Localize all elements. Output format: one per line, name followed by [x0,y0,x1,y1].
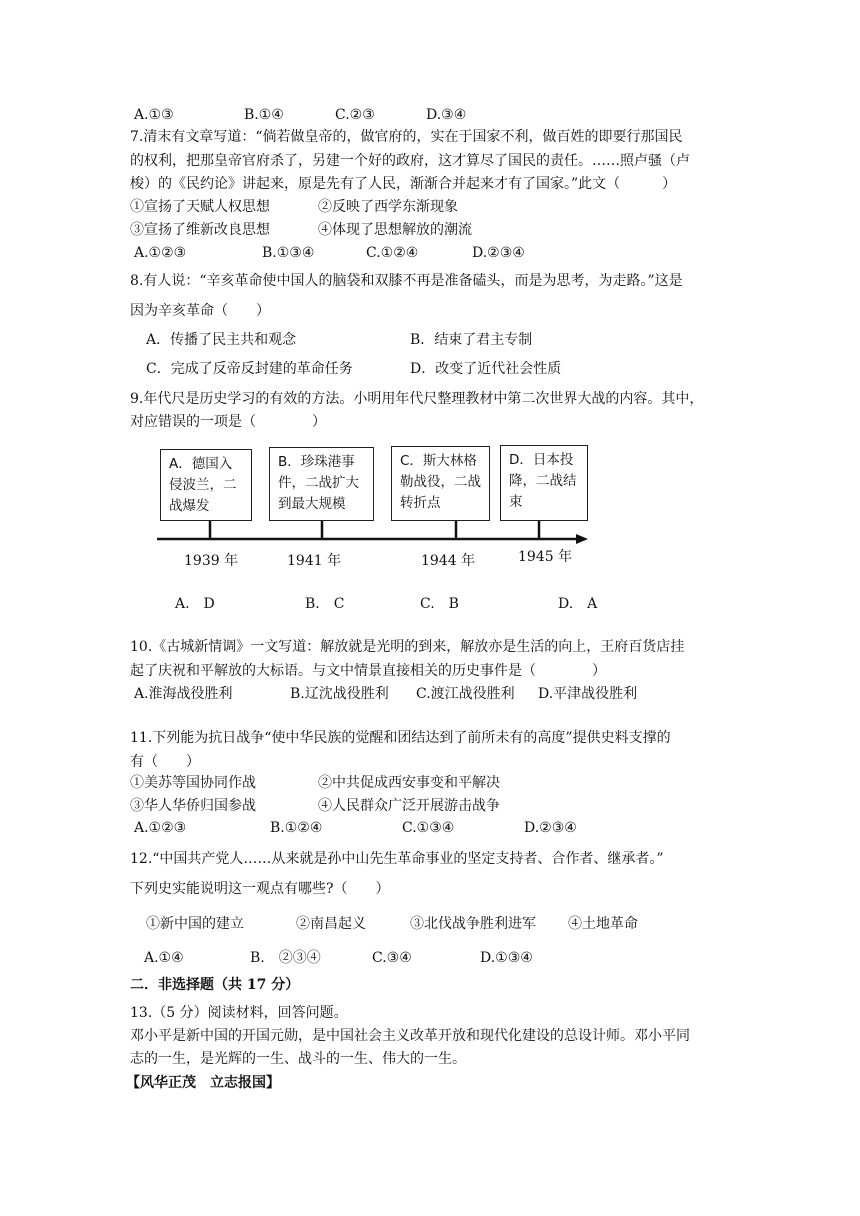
q12-item-2: ②南昌起义 [296,916,366,932]
q10-stem-line-2: 起了庆祝和平解放的大标语。与文中情景直接相关的历史事件是（ ） [130,663,606,679]
q9-stem-line-1: 9.年代尺是历史学习的有效的方法。小明用年代尺整理教材中第二次世界大战的内容。其中， [130,391,704,407]
q7-item-4: ④体现了思想解放的潮流 [318,222,472,238]
q10-option-b: B.辽沈战役胜利 [290,686,389,702]
q8-option-d: D．改变了近代社会性质 [410,361,562,377]
q12-option-d: D.①③④ [480,950,533,966]
q8-stem-line-2: 因为辛亥革命（ ） [130,303,270,319]
q7-option-b: B.①③④ [262,245,315,261]
q10-option-a: A.淮海战役胜利 [134,686,233,702]
q8-stem-line-1: 8.有人说：“辛亥革命使中国人的脑袋和双膝不再是准备磕头，而是为思考，为走路。”这是 [130,273,683,289]
q10-option-c: C.渡江战役胜利 [416,686,515,702]
q11-option-b: B.①②④ [270,820,323,836]
q12-stem-line-1: 12.“中国共产党人……从来就是孙中山先生革命事业的坚定支持者、合作者、继承者。” [130,851,664,867]
timeline-year-1941: 1941 年 [287,553,342,569]
timeline-box-c: C．斯大林格 勒战役，二战 转折点 [391,446,490,521]
q9-option-b: B. C [305,596,345,612]
q12-stem-line-2: 下列史实能说明这一观点有哪些?（ ） [130,881,390,897]
q10-stem-line-1: 10.《古城新情调》一文写道：解放就是光明的到来，解放亦是生活的向上，王府百货店挂 [130,639,685,655]
q13-subtitle: 【风华正茂 立志报国】 [126,1075,280,1091]
q8-option-b: B．结束了君主专制 [410,332,533,348]
q11-item-2: ②中共促成西安事变和平解决 [318,775,500,791]
q11-stem-line-1: 11.下列能为抗日战争“使中华民族的觉醒和团结达到了前所未有的高度”提供史料支撑的 [130,730,671,746]
timeline-box-d: D．日本投 降，二战结 束 [500,445,588,521]
q10-option-d: D.平津战役胜利 [538,686,638,702]
q11-option-c: C.①③④ [402,820,455,836]
q11-option-a: A.①②③ [134,820,187,836]
q7-item-1: ①宣扬了天赋人权思想 [130,199,270,215]
q7-option-a: A.①②③ [134,245,187,261]
timeline-box-a: A．德国入 侵波兰，二 战爆发 [160,449,252,521]
q7-option-c: C.①②④ [366,245,419,261]
q13-stem-line-1: 13.（5 分）阅读材料，回答问题。 [130,1005,348,1021]
q7-option-d: D.②③④ [472,245,525,261]
q7-item-3: ③宣扬了维新改良思想 [130,222,270,238]
timeline-year-1944: 1944 年 [421,553,476,569]
q11-option-d: D.②③④ [524,820,577,836]
q6-option-b: B.①④ [244,107,284,123]
timeline-arrow [576,534,588,544]
q7-stem-line-1: 7.清末有文章写道：“倘若做皇帝的，做官府的，实在于国家不利，做百姓的即要行那国民 [130,129,683,145]
q12-option-c: C.③④ [372,950,412,966]
q12-item-3: ③北伐战争胜利进军 [410,916,536,932]
q9-stem-line-2: 对应错误的一项是（ ） [130,414,326,430]
q11-item-4: ④人民群众广泛开展游击战争 [318,798,500,814]
q8-option-a: A．传播了民主共和观念 [146,332,297,348]
q7-stem-line-3: 梭）的《民约论》讲起来，原是先有了人民，渐渐合并起来才有了国家。”此文（ ） [130,176,677,192]
q7-stem-line-2: 的权利，把那皇帝官府杀了，另建一个好的政府，这才算尽了国民的责任。……照卢骚（卢 [130,153,690,169]
timeline-box-b: B．珍珠港事 件，二战扩大 到最大规模 [269,447,374,521]
q11-item-3: ③华人华侨归国参战 [130,798,256,814]
q12-item-4: ④土地革命 [568,916,638,932]
q7-item-2: ②反映了西学东渐现象 [318,199,458,215]
timeline-year-1939: 1939 年 [184,553,239,569]
q12-option-b: B. ②③④ [250,950,321,966]
q11-item-1: ①美苏等国协同作战 [130,775,256,791]
q11-stem-line-2: 有（ ） [130,754,200,770]
q13-stem-line-3: 志的一生，是光辉的一生、战斗的一生、伟大的一生。 [130,1051,466,1067]
q12-option-a: A.①④ [144,950,184,966]
q9-option-c: C. B [420,596,459,612]
q13-stem-line-2: 邓小平是新中国的开国元勋，是中国社会主义改革开放和现代化建设的总设计师。邓小平同 [130,1028,690,1044]
q12-item-1: ①新中国的建立 [146,916,244,932]
q8-option-c: C．完成了反帝反封建的革命任务 [146,361,353,377]
q6-option-a: A.①③ [134,107,174,123]
section-2-title: 二．非选择题（共 17 分） [130,977,300,993]
timeline-year-1945: 1945 年 [518,549,573,565]
q9-option-d: D. A [558,596,598,612]
q6-option-d: D.③④ [426,107,467,123]
q9-option-a: A. D [175,596,215,612]
q6-option-c: C.②③ [335,107,375,123]
